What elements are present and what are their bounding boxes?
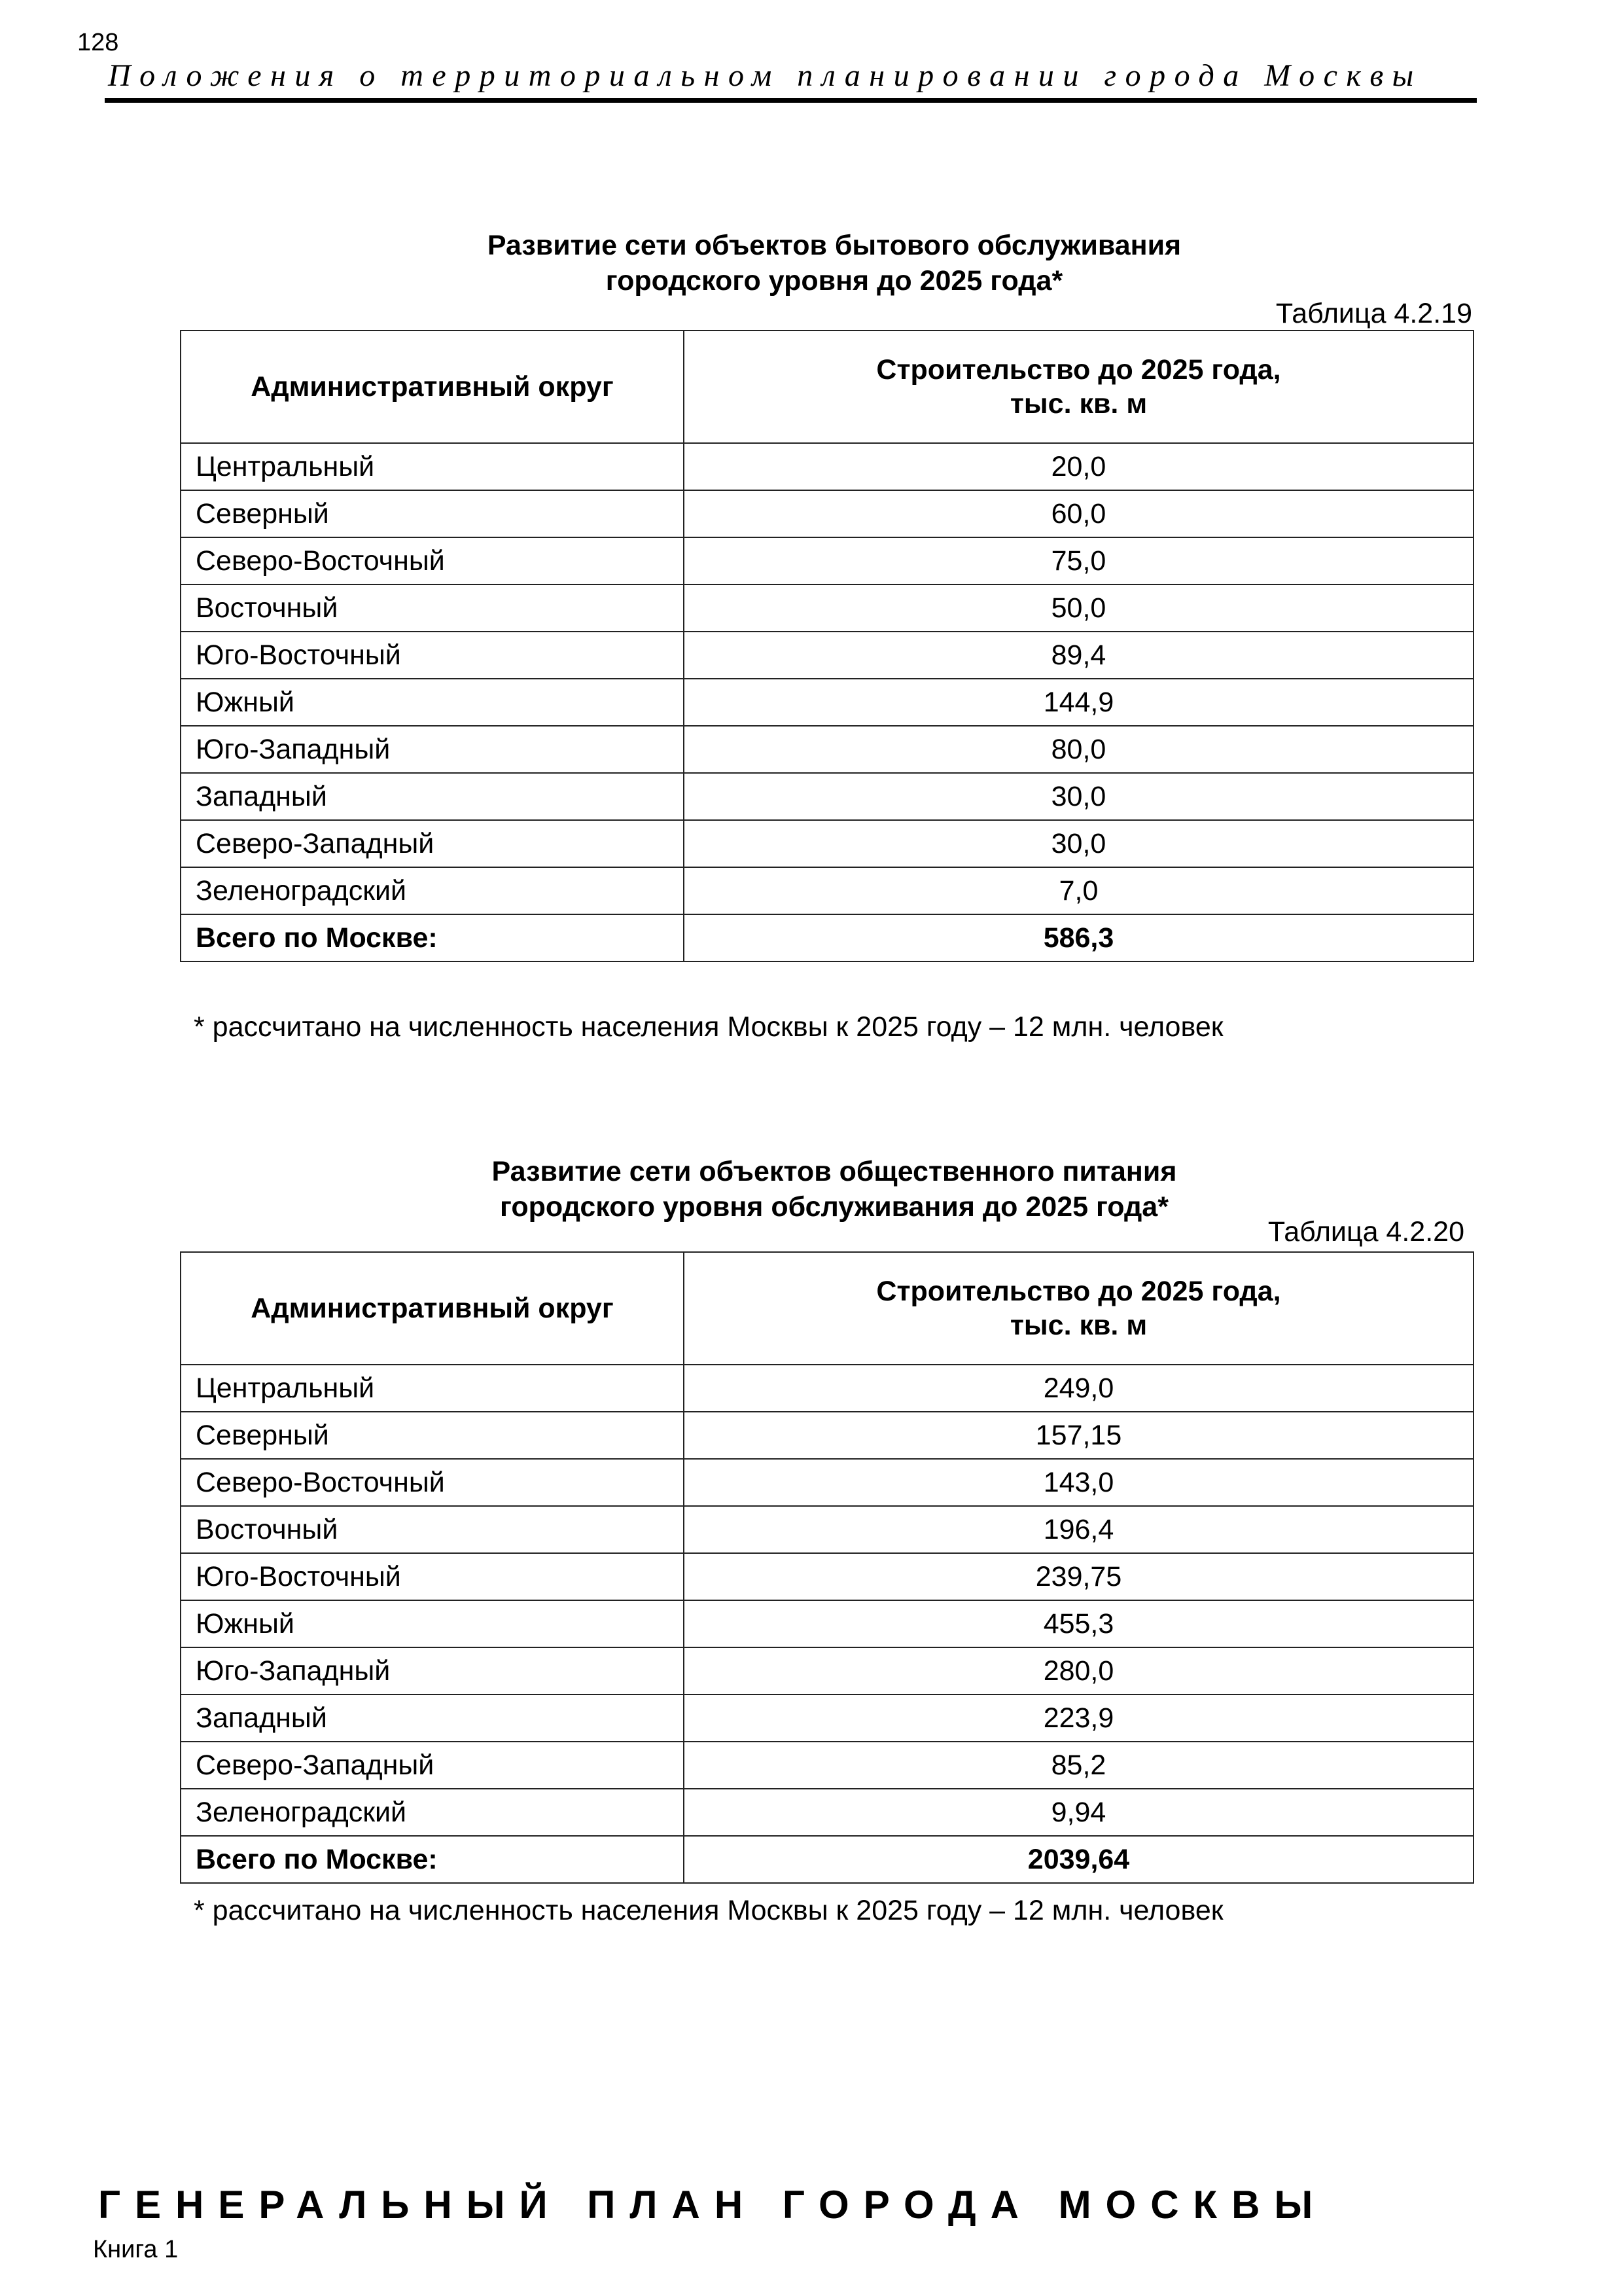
table-row (181, 1412, 1474, 1459)
table-row (181, 1365, 1474, 1412)
district-cell: Зеленоградский (181, 1789, 684, 1836)
value-cell: 9,94 (684, 1789, 1474, 1836)
table-2 (180, 1251, 1474, 1884)
table-row (181, 1789, 1474, 1836)
table-1-header-construction (684, 331, 1474, 443)
value-cell: 30,0 (684, 773, 1474, 820)
table-1-header-construction-line1: Строительство до 2025 года, (876, 354, 1281, 386)
table-1-title-line1: Развитие сети объектов бытового обслуживания (487, 230, 1182, 261)
footer-book: Книга 1 (93, 2236, 179, 2263)
value-cell: 85,2 (684, 1742, 1474, 1789)
value-cell: 455,3 (684, 1600, 1474, 1647)
table-row (181, 1506, 1474, 1553)
table-1-number: Таблица 4.2.19 (1275, 298, 1472, 329)
table-1-title (180, 228, 1489, 298)
value-cell: 30,0 (684, 820, 1474, 867)
table-row (181, 726, 1474, 773)
value-cell: 80,0 (684, 726, 1474, 773)
table-row (181, 537, 1474, 584)
district-cell: Северный (181, 1412, 684, 1459)
value-cell: 89,4 (684, 632, 1474, 679)
table-row (181, 1647, 1474, 1695)
table-row (181, 443, 1474, 490)
table-row (181, 820, 1474, 867)
table-row (181, 490, 1474, 537)
district-cell: Южный (181, 1600, 684, 1647)
table-row (181, 584, 1474, 632)
district-cell: Юго-Западный (181, 726, 684, 773)
table-row (181, 679, 1474, 726)
district-cell: Западный (181, 1695, 684, 1742)
value-cell: 60,0 (684, 490, 1474, 537)
total-value: 2039,64 (684, 1836, 1474, 1883)
table-2-header-district: Административный округ (181, 1252, 684, 1365)
total-value: 586,3 (684, 914, 1474, 961)
district-cell: Северо-Западный (181, 1742, 684, 1789)
district-cell: Северный (181, 490, 684, 537)
district-cell: Юго-Западный (181, 1647, 684, 1695)
table-1-footnote: * рассчитано на численность населения Москвы к 2025 году – 12 млн. человек (194, 1011, 1224, 1043)
district-cell: Центральный (181, 443, 684, 490)
value-cell: 50,0 (684, 584, 1474, 632)
table-row (181, 1695, 1474, 1742)
value-cell: 196,4 (684, 1506, 1474, 1553)
running-header: Положения о территориальном планировании города Москвы (108, 58, 1422, 93)
table-2-header-row (181, 1252, 1474, 1365)
value-cell: 239,75 (684, 1553, 1474, 1600)
value-cell: 280,0 (684, 1647, 1474, 1695)
table-2-header-construction-line1: Строительство до 2025 года, (876, 1276, 1281, 1307)
value-cell: 223,9 (684, 1695, 1474, 1742)
table-row (181, 867, 1474, 914)
district-cell: Северо-Восточный (181, 537, 684, 584)
table-2-footnote: * рассчитано на численность населения Москвы к 2025 году – 12 млн. человек (194, 1895, 1224, 1926)
table-2-total-row (181, 1836, 1474, 1883)
district-cell: Восточный (181, 584, 684, 632)
district-cell: Центральный (181, 1365, 684, 1412)
table-2-header-construction (684, 1252, 1474, 1365)
table-row (181, 632, 1474, 679)
table-1-header-district: Административный округ (181, 331, 684, 443)
table-2-title-line1: Развитие сети объектов общественного питания (491, 1156, 1177, 1187)
value-cell: 144,9 (684, 679, 1474, 726)
district-cell: Зеленоградский (181, 867, 684, 914)
table-1-total-row (181, 914, 1474, 961)
district-cell: Северо-Западный (181, 820, 684, 867)
table-1-header-construction-line2: тыс. кв. м (1010, 388, 1148, 420)
district-cell: Юго-Восточный (181, 1553, 684, 1600)
value-cell: 143,0 (684, 1459, 1474, 1506)
district-cell: Юго-Восточный (181, 632, 684, 679)
footer-title: ГЕНЕРАЛЬНЫЙ ПЛАН ГОРОДА МОСКВЫ (98, 2183, 1328, 2227)
district-cell: Южный (181, 679, 684, 726)
table-row (181, 773, 1474, 820)
table-row (181, 1459, 1474, 1506)
value-cell: 20,0 (684, 443, 1474, 490)
district-cell: Западный (181, 773, 684, 820)
district-cell: Северо-Восточный (181, 1459, 684, 1506)
table-row (181, 1600, 1474, 1647)
table-2-header-construction-line2: тыс. кв. м (1010, 1310, 1148, 1341)
table-2-title (180, 1154, 1489, 1225)
total-label: Всего по Москве: (181, 1836, 684, 1883)
value-cell: 157,15 (684, 1412, 1474, 1459)
district-cell: Восточный (181, 1506, 684, 1553)
total-label: Всего по Москве: (181, 914, 684, 961)
table-row (181, 1742, 1474, 1789)
table-1-title-line2: городского уровня до 2025 года* (605, 265, 1063, 296)
table-2-title-line2: городского уровня обслуживания до 2025 года* (500, 1191, 1169, 1223)
value-cell: 7,0 (684, 867, 1474, 914)
page-number: 128 (77, 29, 119, 56)
table-1 (180, 330, 1474, 962)
table-1-header-row (181, 331, 1474, 443)
table-row (181, 1553, 1474, 1600)
table-2-number: Таблица 4.2.20 (1267, 1216, 1464, 1247)
header-rule (105, 98, 1477, 103)
value-cell: 75,0 (684, 537, 1474, 584)
value-cell: 249,0 (684, 1365, 1474, 1412)
